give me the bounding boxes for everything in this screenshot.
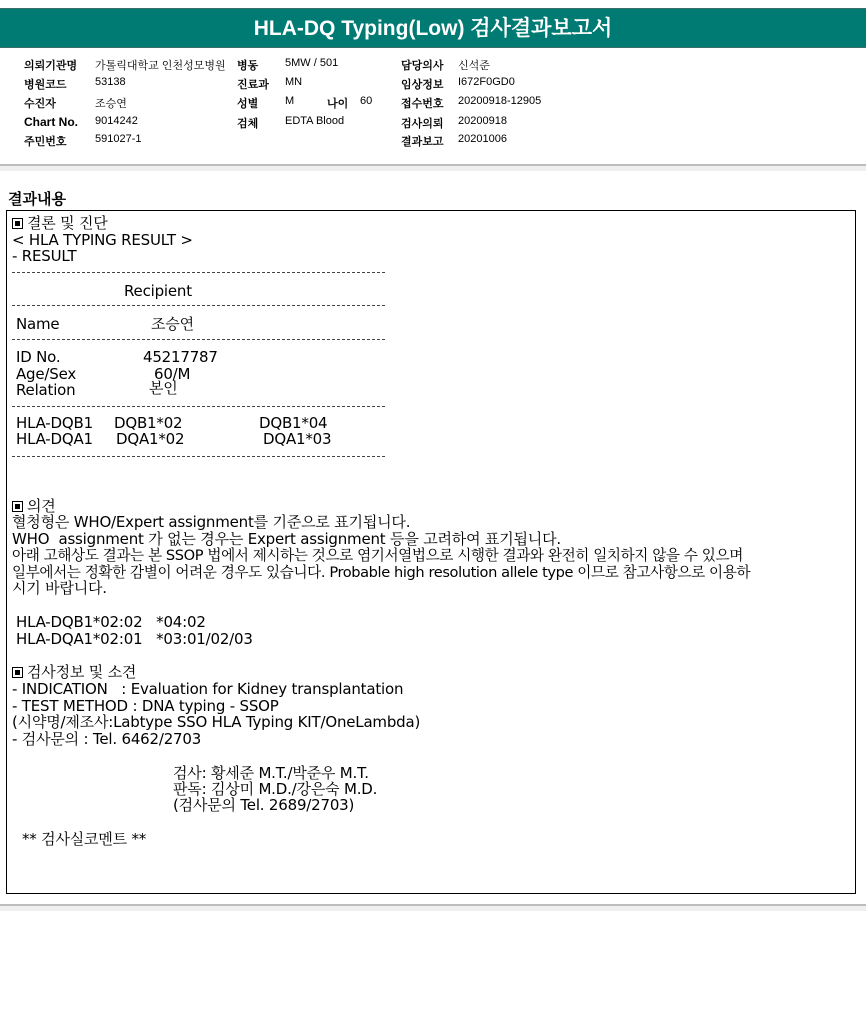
value-accession-no: 20200918-12905: [458, 95, 542, 107]
label-sex: 성별: [237, 97, 259, 110]
divider-shadow: [0, 906, 866, 911]
label-ward: 병동: [237, 59, 259, 72]
label-department: 진료과: [237, 78, 269, 91]
info-line: - 검사문의 : Tel. 6462/2703: [12, 730, 202, 748]
dashed-divider: [12, 456, 385, 457]
value-request-date: 20200918: [458, 115, 507, 127]
result-content: [6, 210, 856, 894]
relation-label: Relation: [16, 381, 76, 399]
agesex-value: 60/M: [154, 365, 191, 383]
opinion-line: 일부에서는 정확한 감별이 어려운 경우도 있습니다. Probable high resolution allele type 이므로 참고사항으로 이용하: [12, 564, 751, 581]
name-value: 조승연: [151, 315, 194, 333]
label-resident-no: 주민번호: [24, 135, 67, 148]
opinion-line: WHO assignment 가 없는 경우는 Expert assignment 등을 고려하여 표기됩니다.: [12, 530, 561, 548]
value-age: 60: [360, 95, 373, 107]
report-title: HLA-DQ Typing(Low) 검사결과보고서: [0, 8, 866, 48]
label-patient: 수진자: [24, 97, 56, 110]
dqa1-allele-1: DQA1*02: [116, 430, 185, 448]
lab-comment: ** 검사실코멘트 **: [22, 830, 147, 848]
name-label: Name: [16, 315, 60, 333]
value-department: MN: [285, 76, 303, 88]
value-clinical-info: I672F0GD0: [458, 76, 515, 88]
section-title: 결과내용: [8, 190, 66, 208]
value-ward: 5MW / 501: [285, 57, 339, 69]
label-physician: 담당의사: [401, 59, 444, 72]
value-institution: 가톨릭대학교 인천성모병원: [95, 60, 226, 72]
dashed-divider: [12, 406, 385, 407]
opinion-line: 혈청형은 WHO/Expert assignment를 기준으로 표기됩니다.: [12, 513, 411, 531]
dqb1-allele-2: DQB1*04: [259, 414, 328, 432]
label-accession-no: 접수번호: [401, 97, 444, 110]
dqb1-allele-1: DQB1*02: [114, 414, 183, 432]
relation-value: 본인: [149, 379, 178, 397]
info-line: - INDICATION : Evaluation for Kidney transplantation: [12, 680, 404, 698]
label-institution: 의뢰기관명: [24, 59, 78, 72]
dqb1-locus: HLA-DQB1: [16, 414, 93, 432]
agesex-label: Age/Sex: [16, 365, 77, 383]
opinion-heading: 의견: [12, 498, 56, 515]
dashed-divider: [12, 339, 385, 340]
opinion-line: 시기 바랍니다.: [12, 579, 107, 597]
divider-shadow: [0, 166, 866, 171]
hires-dqb1: HLA-DQB1*02:02 *04:02: [16, 613, 206, 631]
value-hospital-code: 53138: [95, 76, 126, 88]
value-specimen: EDTA Blood: [285, 115, 345, 127]
recipient-header: Recipient: [124, 282, 192, 300]
value-patient: 조승연: [95, 98, 127, 110]
hires-dqa1: HLA-DQA1*02:01 *03:01/02/03: [16, 630, 253, 648]
conclusion-heading: 결론 및 진단: [12, 215, 108, 232]
patient-info: [0, 52, 866, 167]
dashed-divider: [12, 305, 385, 306]
label-hospital-code: 병원코드: [24, 78, 67, 91]
square-bullet-icon: [12, 501, 23, 512]
info-heading: 검사정보 및 소견: [12, 664, 136, 681]
label-specimen: 검체: [237, 117, 259, 130]
square-bullet-icon: [12, 667, 23, 678]
sign-line: 검사: 황세준 M.T./박준우 M.T.: [173, 764, 369, 782]
value-report-date: 20201006: [458, 133, 507, 145]
label-report-date: 결과보고: [401, 135, 444, 148]
label-clinical-info: 임상정보: [401, 78, 444, 91]
label-chart-no: Chart No.: [24, 115, 78, 129]
value-sex: M: [285, 95, 295, 107]
opinion-line: 아래 고해상도 결과는 본 SSOP 법에서 제시하는 것으로 염기서열법으로 시행한 결과와 완전히 일치하지 않을 수 있으며: [12, 547, 743, 564]
typing-result-title: < HLA TYPING RESULT >: [12, 231, 193, 249]
sign-line: (검사문의 Tel. 2689/2703): [173, 796, 355, 814]
id-label: ID No.: [16, 348, 61, 366]
sign-line: 판독: 김상미 M.D./강은숙 M.D.: [173, 780, 378, 798]
info-line: - TEST METHOD : DNA typing - SSOP: [12, 697, 279, 715]
result-label: - RESULT: [12, 247, 77, 265]
label-age: 나이: [327, 97, 349, 110]
info-line: (시약명/제조사:Labtype SSO HLA Typing KIT/OneLambda): [12, 713, 421, 731]
square-bullet-icon: [12, 218, 23, 229]
value-chart-no: 9014242: [95, 115, 138, 127]
value-resident-no: 591027-1: [95, 133, 142, 145]
id-value: 45217787: [143, 348, 218, 366]
label-request-date: 검사의뢰: [401, 117, 444, 130]
dashed-divider: [12, 272, 385, 273]
dqa1-allele-2: DQA1*03: [263, 430, 332, 448]
dqa1-locus: HLA-DQA1: [16, 430, 93, 448]
value-physician: 신석준: [458, 60, 490, 72]
